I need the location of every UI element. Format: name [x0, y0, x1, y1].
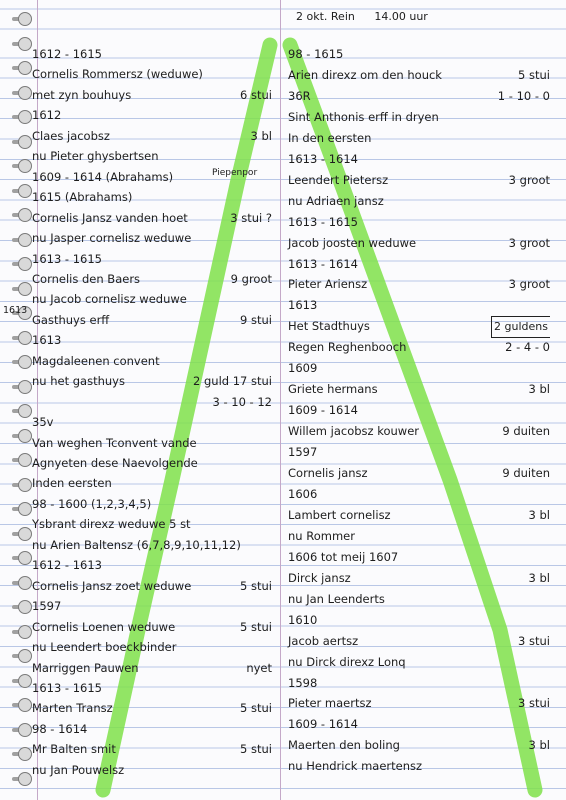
ledger-row: [288, 610, 550, 630]
entry-text: 1613 - 1615: [32, 251, 102, 266]
ledger-row: [32, 187, 272, 207]
entry-text: 1598: [288, 675, 318, 690]
entry-text: Maerten den boling: [288, 738, 400, 753]
ledger-row: [288, 505, 550, 525]
ledger-row: [32, 535, 272, 555]
entry-amount: 2 guldens: [491, 316, 550, 338]
ledger-row: [32, 105, 272, 125]
entry-amount: nyet: [246, 660, 272, 675]
ledger-row: [288, 735, 550, 755]
entry-text: Cornelis den Baers: [32, 271, 141, 286]
ledger-row: [32, 617, 272, 637]
ledger-row: [32, 760, 272, 780]
entry-text: Van weghen Tconvent vande: [32, 435, 197, 450]
entry-text: nu Adriaen jansz: [288, 193, 384, 208]
ledger-row: [32, 146, 272, 166]
entry-amount: 3 stui ?: [230, 210, 272, 225]
ledger-row: [32, 555, 272, 575]
ledger-row: [32, 330, 272, 350]
ledger-row: [32, 310, 272, 330]
entry-amount: 5 stui: [240, 701, 272, 716]
ledger-row: [32, 719, 272, 739]
entry-text: Mr Balten smit: [32, 742, 116, 757]
entry-amount: 1 - 10 - 0: [497, 88, 550, 103]
entry-amount: 9 groot: [230, 271, 272, 286]
entry-text: Jacob joosten weduwe: [288, 235, 417, 250]
entry-text: 1609: [288, 361, 318, 376]
entry-text: Het Stadthuys: [288, 319, 370, 334]
entry-amount: 3 bl: [528, 507, 550, 522]
ledger-row: [288, 107, 550, 127]
entry-amount: 3 bl: [528, 382, 550, 397]
entry-text: Pieter maertsz: [288, 696, 372, 711]
ledger-row: [288, 693, 550, 713]
entry-text: nu Hendrick maertensz: [288, 759, 423, 774]
entry-amount: 3 stui: [518, 633, 550, 648]
ledger-row: [32, 371, 272, 391]
ledger-row: [288, 379, 550, 399]
entry-text: 1606: [288, 486, 318, 501]
entry-text: 36R: [288, 88, 311, 103]
entry-text: Magdaleenen convent: [32, 353, 160, 368]
ledger-row: [32, 412, 272, 432]
entry-amount: 3 bl: [528, 738, 550, 753]
ledger-row: [288, 400, 550, 420]
ledger-row: [288, 756, 550, 776]
entry-amount: 3 groot: [508, 172, 550, 187]
entry-text: 1597: [288, 445, 318, 460]
entry-text: 1610: [288, 612, 318, 627]
header-date: 2 okt. Rein: [296, 10, 355, 23]
entry-text: 1612: [32, 108, 62, 123]
ledger-row: [32, 473, 272, 493]
entry-amount: 9 duiten: [502, 466, 550, 480]
ledger-row: [32, 678, 272, 698]
ledger-row: [288, 526, 550, 546]
side-note: 1613: [3, 305, 28, 316]
entry-text: Agnyeten dese Naevolgende: [32, 456, 198, 470]
entry-text: nu Jasper cornelisz weduwe: [32, 231, 192, 246]
entry-amount: 3 stui: [518, 696, 550, 711]
entry-text: Arien direxz om den houck: [288, 67, 442, 82]
ledger-row: [288, 589, 550, 609]
ledger-row: [32, 658, 272, 678]
ledger-row: [32, 514, 272, 534]
ledger-row: [288, 358, 550, 378]
ledger-row: [288, 274, 550, 294]
ledger-row: [288, 254, 550, 274]
entry-text: 1606 tot meij 1607: [288, 549, 399, 564]
ledger-row: [288, 233, 550, 253]
ledger-row: [288, 421, 550, 441]
ledger-row: [32, 64, 272, 84]
entry-amount: 3 bl: [528, 570, 550, 585]
entry-text: nu het gasthuys: [32, 374, 125, 389]
ledger-row: [288, 568, 550, 588]
ledger-row: [32, 289, 272, 309]
entry-text: 1613: [288, 298, 318, 313]
entry-text: nu Jan Pouwelsz: [32, 762, 125, 777]
ledger-row: [288, 170, 550, 190]
entry-text: Cornelis Loenen weduwe: [32, 619, 176, 634]
entry-text: Pieter Ariensz: [288, 277, 368, 292]
entry-text: Marriggen Pauwen: [32, 660, 139, 675]
ledger-row: [288, 714, 550, 734]
ledger-row: [288, 631, 550, 651]
entry-amount: 3 groot: [508, 235, 550, 250]
ledger-row: [32, 392, 272, 412]
entry-text: In den eersten: [288, 130, 372, 145]
entry-text: Cornelis jansz: [288, 466, 368, 480]
ledger-row: [32, 85, 272, 105]
entry-amount: 5 stui: [240, 578, 272, 593]
annotation-piepenpor: Piepenpor: [212, 168, 258, 178]
ledger-row: [288, 149, 550, 169]
entry-text: 1613 - 1614: [288, 256, 358, 271]
ledger-row: [288, 212, 550, 232]
entry-amount: 6 stui: [240, 87, 272, 102]
ledger-row: [32, 453, 272, 473]
ledger-row: [32, 433, 272, 453]
entry-amount: 9 stui: [240, 312, 272, 327]
entry-text: met zyn bouhuys: [32, 87, 132, 102]
entry-text: Inden eersten: [32, 476, 112, 491]
ledger-row: [288, 673, 550, 693]
entry-text: nu Jacob cornelisz weduwe: [32, 292, 187, 307]
entry-text: nu Jan Leenderts: [288, 591, 385, 606]
entry-text: 1609 - 1614 (Abrahams): [32, 169, 174, 184]
ledger-row: [288, 463, 550, 483]
entry-text: 98 - 1614: [32, 721, 88, 736]
ledger-row: [32, 44, 272, 64]
ledger-row: [288, 652, 550, 672]
ledger-row: [32, 208, 272, 228]
ledger-row: [32, 269, 272, 289]
ledger-row: [32, 228, 272, 248]
entry-text: Gasthuys erff: [32, 312, 110, 327]
entry-text: Sint Anthonis erff in dryen: [288, 109, 439, 124]
ledger-row: [32, 494, 272, 514]
entry-text: Regen Reghenbooch: [288, 340, 407, 355]
entry-text: nu Rommer: [288, 528, 355, 543]
entry-text: 1613 - 1614: [288, 151, 358, 166]
entry-text: Griete hermans: [288, 382, 378, 397]
ledger-row: [288, 547, 550, 567]
entry-text: Leendert Pietersz: [288, 172, 389, 187]
entry-text: Lambert cornelisz: [288, 507, 391, 522]
entry-text: 1615 (Abrahams): [32, 190, 133, 205]
ledger-row: [32, 249, 272, 269]
ledger-row: [32, 596, 272, 616]
entry-text: Jacob aertsz: [288, 633, 359, 648]
entry-text: 1609 - 1614: [288, 717, 358, 732]
entry-text: 98 - 1615: [288, 47, 344, 61]
entry-text: nu Leendert boeckbinder: [32, 640, 177, 655]
entry-amount: 2 guld 17 stui: [193, 374, 272, 389]
entry-text: 98 - 1600 (1,2,3,4,5): [32, 496, 152, 511]
ledger-row: [32, 576, 272, 596]
entry-text: Willem jacobsz kouwer: [288, 424, 420, 439]
entry-text: Cornelis Jansz zoet weduwe: [32, 578, 192, 593]
ledger-row: [32, 698, 272, 718]
entry-text: 35v: [32, 415, 54, 430]
ledger-row: [288, 191, 550, 211]
entry-text: nu Dirck direxz Lonq: [288, 654, 406, 669]
entry-text: nu Arien Baltensz (6,7,8,9,10,11,12): [32, 537, 241, 552]
ledger-row: [32, 739, 272, 759]
entry-text: Cornelis Rommersz (weduwe): [32, 67, 203, 82]
ledger-row: [288, 484, 550, 504]
entry-amount: 5 stui: [240, 619, 272, 634]
header-time: 14.00 uur: [374, 10, 428, 23]
ledger-row: [288, 86, 550, 106]
ledger-row: [288, 316, 550, 336]
entry-amount: 2 - 4 - 0: [505, 340, 550, 355]
ledger-row: [288, 442, 550, 462]
entry-amount: 3 - 10 - 12: [212, 394, 272, 409]
entry-text: Dirck jansz: [288, 570, 351, 585]
ledger-row: [288, 128, 550, 148]
entry-text: Cornelis Jansz vanden hoet: [32, 210, 188, 225]
entry-text: 1613 - 1615: [288, 214, 358, 229]
entry-text: nu Pieter ghysbertsen: [32, 149, 159, 164]
ledger-row: [288, 337, 550, 357]
entry-text: 1609 - 1614: [288, 403, 358, 418]
entry-text: 1613: [32, 333, 62, 348]
entry-amount: 5 stui: [518, 67, 550, 82]
entry-amount: 3 groot: [508, 277, 550, 292]
ledger-row: [32, 351, 272, 371]
ledger-row: [288, 295, 550, 315]
entry-text: Claes jacobsz: [32, 128, 110, 143]
entry-amount: 9 duiten: [502, 424, 550, 439]
entry-text: 1613 - 1615: [32, 680, 102, 695]
ledger-row: [32, 637, 272, 657]
entry-text: 1597: [32, 599, 62, 614]
entry-text: 1612 - 1613: [32, 558, 102, 573]
entry-text: 1612 - 1615: [32, 47, 102, 61]
entry-text: Marten Transz: [32, 701, 113, 716]
ledger-row: [288, 44, 550, 64]
entry-amount: 5 stui: [240, 742, 272, 757]
entry-text: Ysbrant direxz weduwe 5 st: [32, 517, 191, 532]
ledger-row: [32, 126, 272, 146]
ledger-row: [288, 65, 550, 85]
entry-amount: 3 bl: [250, 128, 272, 143]
